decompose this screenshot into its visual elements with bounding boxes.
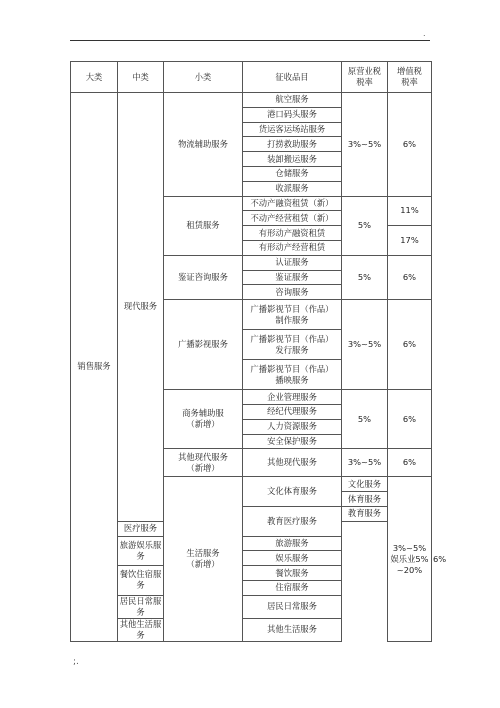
item-cell: 收派服务 <box>243 181 342 196</box>
header-old-business-tax-rate: 原营业税 税率 <box>342 62 388 93</box>
item-cell: 有形动产经营租赁 <box>243 240 342 255</box>
vat-rate-cell: 6% <box>388 300 432 390</box>
header-sub-category: 小类 <box>164 62 243 93</box>
sub-category-cell: 商务辅助服 （新增） <box>164 390 243 449</box>
sub-category-cell: 教育医疗服务 <box>243 506 342 536</box>
header-item: 征收品目 <box>243 62 342 93</box>
item-cell: 住宿服务 <box>243 580 342 595</box>
item-cell: 旅游服务 <box>243 536 342 551</box>
item-cell: 教育服务 <box>342 506 388 521</box>
table-row <box>71 595 432 618</box>
item-cell: 娱乐服务 <box>243 551 342 566</box>
sub-category-cell: 广播影视服务 <box>164 300 243 390</box>
item-cell: 经纪代理服务 <box>243 404 342 419</box>
vat-rate-cell: 6% <box>388 390 432 449</box>
sub-category-cell: 物流辅助服务 <box>164 93 243 197</box>
header-rule <box>70 40 430 41</box>
table-row <box>71 536 432 551</box>
table-row <box>71 618 432 641</box>
sub-category-cell: 鉴证咨询服务 <box>164 255 243 299</box>
item-cell: 广播影视节目（作品） 发行服务 <box>243 330 342 360</box>
table-row: 生活服务 （新增） 文化体育服务 文化服务 3%~5% 娱乐业5% ~20% 6% <box>71 477 432 492</box>
old-rate-cell: 3%~5% <box>342 300 388 390</box>
sub-category-cell: 居民日常服务 <box>118 595 164 618</box>
item-cell: 航空服务 <box>243 93 342 108</box>
header-mid-category: 中类 <box>118 62 164 93</box>
header-major-category: 大类 <box>71 62 118 93</box>
table-header-row <box>71 62 432 93</box>
footer-mark: ;. <box>73 657 79 667</box>
item-cell: 餐饮服务 <box>243 566 342 581</box>
sub-category-cell: 其他生活服务 <box>118 618 164 641</box>
sub-category-cell: 其他现代服务 （新增） <box>164 449 243 477</box>
tax-rate-table <box>70 61 447 642</box>
item-cell: 医疗服务 <box>118 521 164 536</box>
item-cell: 港口码头服务 <box>243 107 342 122</box>
old-rate-cell: 5% <box>342 255 388 299</box>
item-cell: 人力资源服务 <box>243 419 342 434</box>
item-cell: 咨询服务 <box>243 285 342 300</box>
sub-category-cell: 租赁服务 <box>164 196 243 255</box>
table-row <box>71 566 432 581</box>
item-cell: 有形动产融资租赁 <box>243 226 342 241</box>
mid-category-modern: 现代服务 <box>118 93 164 522</box>
item-cell: 其他生活服务 <box>243 618 342 641</box>
item-cell: 广播影视节目（作品） 播映服务 <box>243 360 342 390</box>
item-cell: 装卸搬运服务 <box>243 152 342 167</box>
old-rate-cell: 3%~5% 娱乐业5% ~20% <box>388 477 432 641</box>
mid-category-life: 生活服务 （新增） <box>164 477 243 641</box>
item-cell: 货运客运场站服务 <box>243 122 342 137</box>
item-cell: 不动产经营租赁（新） <box>243 211 342 226</box>
vat-rate-cell: 11% <box>388 196 432 226</box>
old-rate-cell: 3%~5% <box>342 449 388 477</box>
sub-category-cell: 旅游娱乐服务 <box>118 536 164 566</box>
header-vat-rate: 增值税 税率 <box>388 62 432 93</box>
item-cell: 居民日常服务 <box>243 595 342 618</box>
item-cell: 仓储服务 <box>243 166 342 181</box>
vat-rate-cell: 6% <box>388 93 432 197</box>
item-cell: 安全保护服务 <box>243 434 342 449</box>
item-cell: 打捞救助服务 <box>243 137 342 152</box>
item-cell: 不动产融资租赁（新） <box>243 196 342 211</box>
table-row <box>71 93 432 108</box>
item-cell: 其他现代服务 <box>243 449 342 477</box>
vat-rate-cell: 6% <box>388 449 432 477</box>
vat-rate-cell: 17% <box>388 226 432 256</box>
sub-category-cell: 文化体育服务 <box>243 477 342 507</box>
old-rate-cell: 5% <box>342 196 388 255</box>
item-cell: 体育服务 <box>342 492 388 507</box>
old-rate-cell: 5% <box>342 390 388 449</box>
header-mark: . <box>423 29 426 38</box>
item-cell: 广播影视节目（作品） 制作服务 <box>243 300 342 330</box>
item-cell: 认证服务 <box>243 255 342 270</box>
sub-category-cell: 餐饮住宿服务 <box>118 566 164 596</box>
item-cell: 鉴证服务 <box>243 270 342 285</box>
vat-rate-cell: 6% <box>388 255 432 299</box>
item-cell: 企业管理服务 <box>243 390 342 405</box>
old-rate-cell: 3%~5% <box>342 93 388 197</box>
item-cell: 文化服务 <box>342 477 388 492</box>
major-category-cell: 销售服务 <box>71 93 118 642</box>
